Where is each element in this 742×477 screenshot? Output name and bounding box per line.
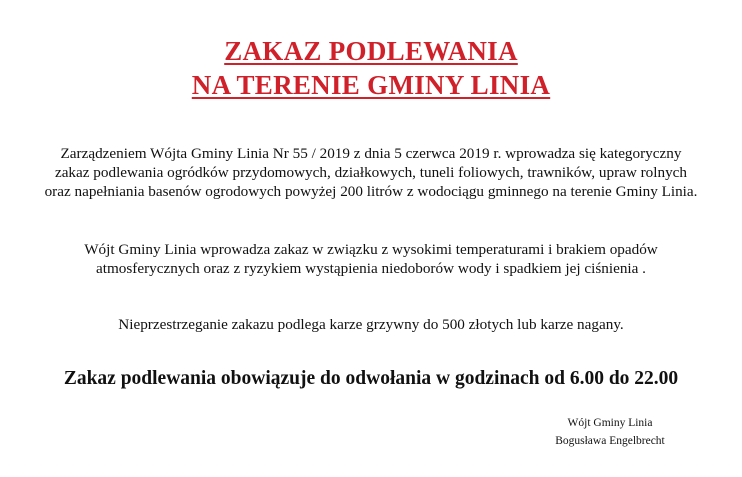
title-line-2: NA TERENIE GMINY LINIA bbox=[191, 70, 551, 100]
paragraph-reason bbox=[0, 240, 742, 278]
signature-block bbox=[520, 414, 700, 450]
paragraph-ordinance-line-3: oraz napełniania basenów ogrodowych powyżej 200 litrów z wodociągu gminnego na terenie Gminy Linia. bbox=[44, 183, 698, 200]
paragraph-ordinance-line-2: zakaz podlewania ogródków przydomowych, działkowych, tuneli foliowych, trawników, upraw rolnych bbox=[54, 164, 688, 181]
paragraph-penalty bbox=[0, 315, 742, 334]
paragraph-ordinance-line-1: Zarządzeniem Wójta Gminy Linia Nr 55 / 2019 z dnia 5 czerwca 2019 r. wprowadza się kategoryczny bbox=[60, 145, 682, 162]
watering-hours-notice: Zakaz podlewania obowiązuje do odwołania w godzinach od 6.00 do 22.00 bbox=[63, 368, 679, 389]
signature-name: Bogusława Engelbrecht bbox=[555, 435, 665, 447]
paragraph-ordinance bbox=[0, 144, 742, 201]
paragraph-penalty-line-1: Nieprzestrzeganie zakazu podlega karze grzywny do 500 złotych lub karze nagany. bbox=[118, 316, 624, 333]
signature-position: Wójt Gminy Linia bbox=[567, 417, 653, 429]
title-line-1: ZAKAZ PODLEWANIA bbox=[224, 36, 518, 66]
paragraph-reason-line-1: Wójt Gminy Linia wprowadza zakaz w związku z wysokimi temperaturami i brakiem opadów bbox=[84, 241, 658, 258]
paragraph-reason-line-2: atmosferycznych oraz z ryzykiem wystąpienia niedoborów wody i spadkiem jej ciśnienia . bbox=[96, 260, 646, 277]
